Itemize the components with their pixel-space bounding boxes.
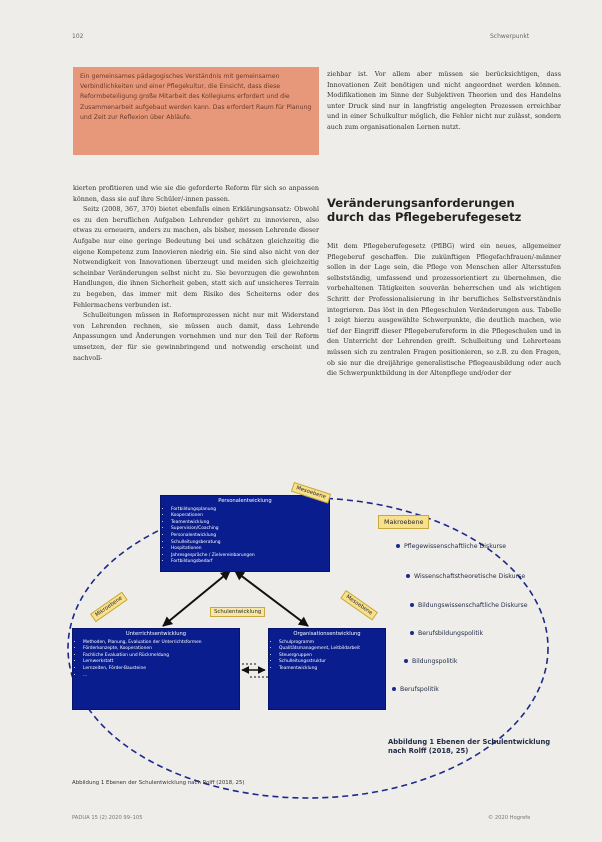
unterrichtsentwicklung-box <box>72 628 240 710</box>
list-item: • Schulprogramm <box>279 640 385 647</box>
list-item: • Lernwerkstatt <box>83 659 239 666</box>
list-item: • Kooperationen <box>171 513 329 520</box>
makro-item <box>404 658 458 665</box>
makro-item-label: Berufsbildungspolitik <box>418 630 484 637</box>
makro-item <box>410 602 528 609</box>
tag-mesoebene-right: Mesoebene <box>340 590 378 620</box>
bullet-dot <box>392 687 396 691</box>
left-paragraph-1: kierten profitieren und wie sie die geforderte Reform für sich so anpassen können, dass sie auf ihre Schüler/-innen passen. <box>73 184 319 203</box>
bullet-dot <box>410 631 414 635</box>
makro-item <box>406 573 525 580</box>
figure-area <box>60 470 580 800</box>
tag-schulentwicklung: Schulentwicklung <box>210 607 265 617</box>
list-item: • Methoden, Planung, Evaluation der Unterrichtsformen <box>83 640 239 647</box>
bullet-dot <box>406 574 410 578</box>
right-column-top <box>327 69 561 133</box>
list-item: • Hospitationen <box>171 546 329 553</box>
tag-mikroebene: Mikroebene <box>90 591 128 622</box>
list-item: • ... <box>83 673 239 680</box>
makro-item <box>392 686 439 693</box>
left-column <box>73 183 319 363</box>
makro-item-label: Bildungspolitik <box>412 658 458 665</box>
list-item: • Steuergruppen <box>279 653 385 660</box>
footer-right: © 2020 Hogrefe <box>488 815 531 821</box>
unterrichtsentwicklung-title: Unterrichtsentwicklung <box>125 631 187 637</box>
right-column-section <box>327 241 561 379</box>
makro-item-label: Pflegewissenschaftliche Diskurse <box>404 543 507 550</box>
tag-mesoebene-top: Mesoebene <box>291 482 331 504</box>
bullet-dot <box>404 659 408 663</box>
personalentwicklung-title: Personalentwicklung <box>218 498 272 504</box>
list-item: • Förderkonzepte, Kooperationen <box>83 646 239 653</box>
list-item: • Schulleitungsberatung <box>171 540 329 547</box>
bullet-dot <box>396 544 400 548</box>
right-top-paragraph: ziehbar ist. Vor allem aber müssen sie berücksichtigen, dass Innovationen Zeit benötigen und nicht angeordnet werden können. Modifikationen im Sinne der Subjektiven Theorien und des Handelns unter Druck sind nur in langfristig angelegten Prozessen erreichbar und in einer Schulkultur möglich, die Fehler nicht nur zulässt, sondern auch zum organisationalen Lernen nutzt. <box>327 70 561 131</box>
section-title <box>327 196 567 224</box>
list-item: • Supervision/Coaching <box>171 526 329 533</box>
footer-left: PADUA 15 (2) 2020 99–105 <box>72 815 143 821</box>
section-title-line-1: Veränderungsanforderungen <box>327 196 515 210</box>
section-title-line-2: durch das Pflegeberufegesetz <box>327 210 522 224</box>
tag-makroebene: Makroebene <box>378 515 429 529</box>
makro-item <box>410 630 483 637</box>
bullet-dot <box>410 603 414 607</box>
figure-caption-bottom: Abbildung 1 Ebenen der Schulentwicklung nach Rolff (2018, 25) <box>72 780 245 786</box>
makro-item-label: Bildungswissenschaftliche Diskurse <box>418 602 528 609</box>
makro-item-label: Berufspolitik <box>400 686 439 693</box>
list-item: • Jahresgespräche / Zielvereinbarungen <box>171 553 329 560</box>
organisationsentwicklung-list <box>273 640 385 673</box>
figure-caption-right: Abbildung 1 Ebenen der Schulentwicklung nach Rolff (2018, 25) <box>388 738 551 755</box>
callout-box <box>73 67 319 155</box>
right-section-paragraph: Mit dem Pflegeberufegesetz (PflBG) wird ein neues, allgemeiner Pflegeberuf geschaffen. Die zukünftigen Pflegefachfrauen/-männer sollen in der Lage sein, die Pflege von Menschen aller Altersstufen selbstständig, umfassend und prozessorientiert zu übernehmen, die vorbehaltenen Tätigkeiten souverän beherrschen und als wichtigen Schritt der Professionalisierung in ihr berufliches Selbstverständnis integrieren. Das löst in den Pflegeschulen Veränderungen aus. Tabelle 1 zeigt hierzu ausgewählte Schwerpunkte, die deutlich machen, wie tief der Eingriff dieser Pflegeberufereform in die Pflegeschulen und in den Unterricht der Lehrenden greift. Schulleitung und Lehrerteam müssen sich zu zentralen Fragen positionieren, so z.B. zu den Fragen, ob sie nur die dreijährige generalistische Pflegeausbildung oder auch die Schwerpunktbildung in der Altenpflege und/oder der <box>327 242 561 378</box>
list-item: • Fortbildungsplanung <box>171 507 329 514</box>
personalentwicklung-list <box>165 507 329 566</box>
list-item: • Personalentwicklung <box>171 533 329 540</box>
makro-item-label: Wissenschaftstheoretische Diskurse <box>414 573 526 580</box>
callout-text: Ein gemeinsames pädagogisches Verständnis mit gemeinsamen Verbindlichkeiten und einer Pflegekultur, die Einsicht, dass diese Reformbeteiligung große Mitarbeit des Kollegiums erfordert und die Zusammenarbeit aufgebaut werden kann. Das erfordert Raum für Planung und Zeit zur Reflexion über Abläufe. <box>80 73 312 121</box>
list-item: • Fortbildungsbedarf <box>171 559 329 566</box>
left-paragraph-2: Seitz (2008, 367, 370) bietet ebenfalls einen Erklärungsansatz: Obwohl es zu den beruflichen Aufgaben Lehrender gehört zu innovieren, also etwas zu erneuern, anders zu machen, als bisher, messen Lehrende dieser Aufgabe nur eine geringe Bedeutung bei und schätzen gleichzeitig die eigene Kompetenz zum Innovieren niedrig ein. Sie sind also nicht von der Notwendigkeit von Innovationen überzeugt und meiden sich gleichzeitig scheinbar Veränderungen selbst nicht zu. Sie bevorzugen die gewohnten Handlungen, die ihnen Sicherheit geben, statt sich auf unsicheres Terrain zu begeben, das immer mit dem Risiko des Scheiterns oder des Fehlermachens verbunden ist. <box>73 205 319 309</box>
page-number: 102 <box>72 33 84 40</box>
left-paragraph-3: Schulleitungen müssen in Reformprozessen nicht nur mit Widerstand von Lehrenden rechnen, sie müssen auch damit, dass Lehrende Anpassungen und Änderungen vornehmen und nur den Teil der Reform umsetzen, der für sie gewinnbringend und notwendig erscheint und nachvoll- <box>73 311 319 362</box>
arrow-personal-unterricht <box>163 571 230 626</box>
list-item: • Schulleitungsstruktur <box>279 659 385 666</box>
personalentwicklung-box <box>160 495 330 572</box>
list-item: • Fachliche Evaluation und Rückmeldung <box>83 653 239 660</box>
list-item: • Qualitätsmanagement, Leitbildarbeit <box>279 646 385 653</box>
running-section: Schwerpunkt <box>490 33 530 40</box>
list-item: • Lernzeiten, Förder-Bausteine <box>83 666 239 673</box>
unterrichtsentwicklung-list <box>77 640 239 680</box>
arrow-personal-organisation <box>235 571 308 626</box>
list-item: • Teamentwicklung <box>171 520 329 527</box>
makro-item <box>396 543 506 550</box>
organisationsentwicklung-box <box>268 628 386 710</box>
organisationsentwicklung-title: Organisationsentwicklung <box>293 631 361 637</box>
list-item: • Teamentwicklung <box>279 666 385 673</box>
